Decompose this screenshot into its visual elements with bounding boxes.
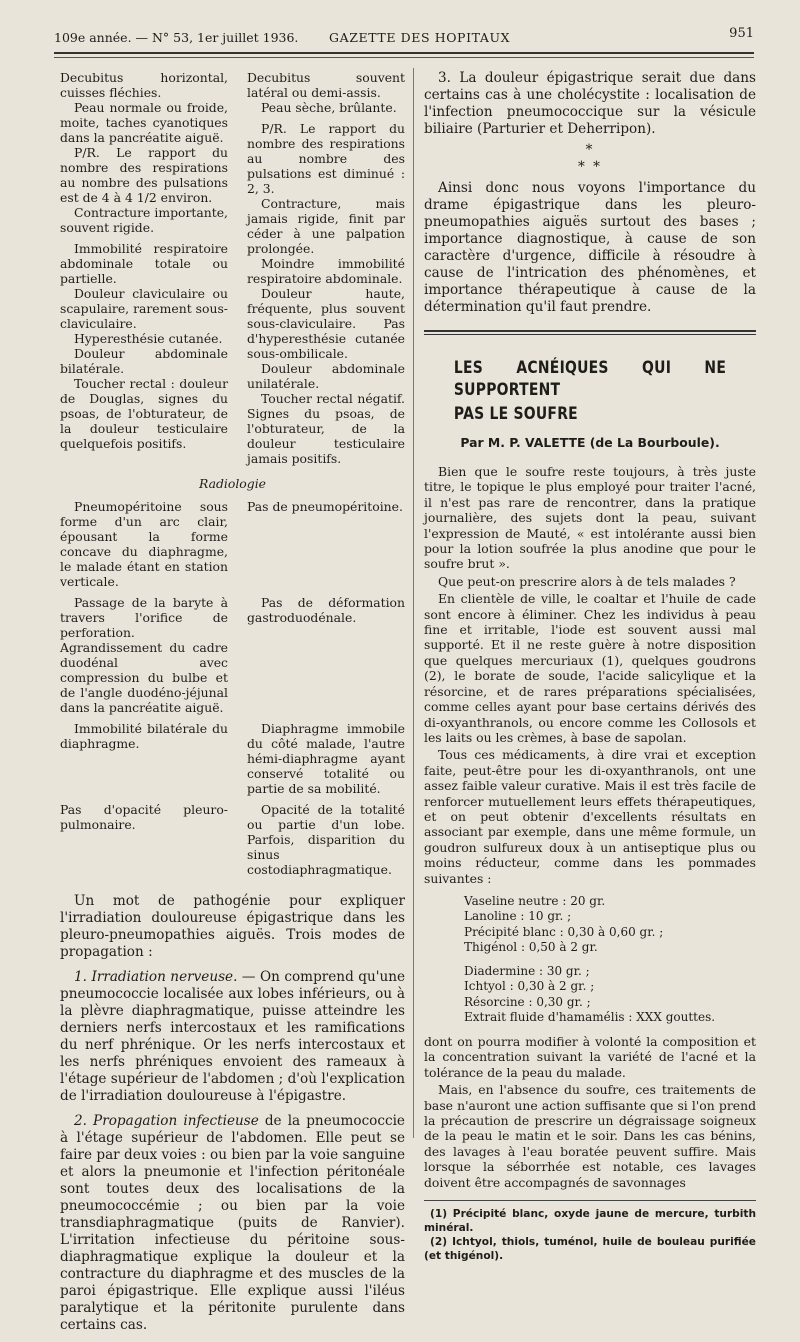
- formula-line: Lanoline : 10 gr. ;: [464, 909, 572, 924]
- left-column: [60, 70, 405, 1342]
- formula-line: Résorcine : 0,30 gr. ;: [464, 994, 591, 1009]
- header-rule: [54, 52, 754, 54]
- clinical-a-item: Peau normale ou froide, moite, taches cyanotiques dans la pancréatite aiguë.: [60, 100, 228, 145]
- header-rule-thin: [54, 57, 754, 58]
- conclusion-paragraph: Ainsi donc nous voyons l'importance du drame épigastrique dans les pleuro-pneumopathies aiguës surtout des bases ; importance diagnostique, à cause de son caractère d'urgence, difficile à résoudre à cause de l'intrication des phénomènes, et importance thérapeutique à cause de la détermination qu'il faut prendre.: [424, 180, 756, 315]
- body-paragraph: En clientèle de ville, le coaltar et l'huile de cade sont encore à éliminer. Chez les individus à peau fine et irritable, l'iode est souvent aussi mal supporté. Et il ne reste guère à notre disposition que quelques mercuriaux (1), quelques goudrons (2), le borate de soude, l'acide salicylique et la résorcine, et de rares préparations spécialisées, comme celles ayant pour base certains dérivés des di-oxyanthranols, ou encore comme les Collosols et les laits ou les crèmes, à base de sapolan.: [424, 591, 756, 745]
- clinical-comparison: [60, 70, 405, 466]
- clinical-col-a: [60, 70, 228, 466]
- clinical-a-item: Hyperesthésie cutanée.: [74, 331, 223, 346]
- clinical-b-item: Peau sèche, brûlante.: [261, 100, 397, 115]
- clinical-col-b: [247, 70, 405, 466]
- radio-cell-b: Pas de déformation gastroduodénale.: [247, 595, 405, 625]
- page-number: 951: [729, 26, 754, 41]
- radio-cell-a: Pneumopéritoine sous forme d'un arc clair, épousant la forme concave du diaphragme, le malade étant en station verticale.: [60, 499, 228, 589]
- clinical-a-item: P/R. Le rapport du nombre des respirations au nombre des pulsations est de 4 à 4 1/2 environ.: [60, 145, 228, 205]
- column-divider: [413, 68, 414, 1138]
- clinical-a-item: Douleur abdominale bilatérale.: [60, 346, 228, 376]
- footnote-2: (2) Ichtyol, thiols, tuménol, huile de bouleau purifiée (et thigénol).: [424, 1236, 756, 1263]
- article-separator-rule: [424, 330, 756, 335]
- formula-line: Ichtyol : 0,30 à 2 gr. ;: [464, 979, 595, 994]
- right-column: [424, 70, 756, 1263]
- formula-line: Précipité blanc : 0,30 à 0,60 gr. ;: [464, 924, 664, 939]
- radio-cell-a: Passage de la baryte à travers l'orifice de perforation. Agrandissement du cadre duodénal avec compression du bulbe et de l'angle duodéno-jéjunal dans la pancréatite aiguë.: [60, 595, 228, 715]
- clinical-b-item: Toucher rectal négatif. Signes du psoas, de l'obturateur, de la douleur testiculaire jamais positifs.: [247, 391, 405, 466]
- body-paragraph: Que peut-on prescrire alors à de tels malades ?: [438, 573, 736, 589]
- pathogenie-section: [60, 893, 405, 1334]
- formula-1: [464, 894, 756, 956]
- running-header: [54, 26, 754, 48]
- clinical-b-item: Moindre immobilité respiratoire abdominale.: [247, 256, 405, 286]
- clinical-a-item: Immobilité respiratoire abdominale totale ou partielle.: [60, 241, 228, 286]
- radio-row: [60, 595, 405, 715]
- formula-line: Thigénol : 0,50 à 2 gr.: [464, 940, 598, 955]
- clinical-a-item: Decubitus horizontal, cuisses fléchies.: [60, 70, 228, 100]
- footnotes: [424, 1207, 756, 1263]
- article-body: [424, 464, 756, 1190]
- footnote-1: (1) Précipité blanc, oxyde jaune de mercure, turbith minéral.: [424, 1208, 756, 1235]
- radio-cell-a: Pas d'opacité pleuro-pulmonaire.: [60, 802, 228, 832]
- body-paragraph: Tous ces médicaments, à dire vrai et exception faite, peut-être pour les di-oxyanthranols, ont une assez faible valeur curative. Mais il est très facile de renforcer mutuellement leurs effets thérapeutiques, et on peut obtenir d'excellents résultats en associant par exemple, dans une même formule, un goudron sulfureux doux à un antiseptique plus ou moins réducteur, comme dans les pommades suivantes :: [424, 747, 756, 886]
- body-paragraph: dont on pourra modifier à volonté la composition et la concentration suivant la variété de l'acné et la tolérance de la peau du malade.: [424, 1033, 756, 1080]
- formula-line: Extrait fluide d'hamamélis : XXX gouttes.: [464, 1010, 716, 1025]
- radio-row: [60, 721, 405, 796]
- pathogenie-continued: [424, 70, 756, 316]
- mode-1-paragraph: [60, 969, 405, 1105]
- radio-cell-b: Pas de pneumopéritoine.: [247, 499, 403, 514]
- clinical-b-item: Contracture, mais jamais rigide, finit par céder à une palpation prolongée.: [247, 196, 405, 256]
- issue-info: 109e année. — N° 53, 1er juillet 1936.: [54, 30, 299, 45]
- journal-title: GAZETTE DES HOPITAUX: [329, 30, 511, 45]
- formula-line: Vaseline neutre : 20 gr.: [464, 893, 606, 908]
- article-byline: Par M. P. VALETTE (de La Bourboule).: [460, 435, 720, 450]
- clinical-a-item: Toucher rectal : douleur de Douglas, signes du psoas, de l'obturateur, de la douleur testiculaire quelquefois positifs.: [60, 376, 228, 451]
- mode-1-label: 1. Irradiation nerveuse.: [74, 969, 238, 985]
- clinical-a-item: Douleur claviculaire ou scapulaire, rarement sous-claviculaire.: [60, 286, 228, 331]
- mode-1-text: — On comprend qu'une pneumococcie localisée aux lobes inférieurs, ou à la plèvre diaphragmatique, puisse atteindre les derniers nerfs intercostaux et les ramifications du nerf phrénique. Or les nerfs intercostaux et les nerfs phréniques envoient des rameaux à l'étage supérieur de l'abdomen ; d'où l'explication de l'irradiation douloureuse à l'épigastre.: [60, 969, 405, 1104]
- formula-line: Diadermine : 30 gr. ;: [464, 963, 590, 978]
- clinical-a-item: Contracture importante, souvent rigide.: [60, 205, 228, 235]
- mode-2-paragraph: [60, 1113, 405, 1334]
- footnote-rule: [424, 1200, 756, 1201]
- body-paragraph: Bien que le soufre reste toujours, à très juste titre, le topique le plus employé pour traiter l'acné, il n'est pas rare de rencontrer, dans la pratique journalière, des sujets dont la peau, suivant l'expression de Mauté, « est intolérante aussi bien pour la lotion soufrée la plus anodine que pour le soufre brut ».: [424, 464, 756, 572]
- formula-2: [464, 964, 756, 1026]
- radio-cell-a: Immobilité bilatérale du diaphragme.: [60, 721, 228, 751]
- section-separator: * * *: [578, 142, 602, 175]
- clinical-b-item: Douleur haute, fréquente, plus souvent sous-claviculaire. Pas d'hyperesthésie cutanée sous-ombilicale.: [247, 286, 405, 361]
- article-title-line-2: PAS LE SOUFRE: [453, 404, 578, 424]
- clinical-b-item: P/R. Le rapport du nombre des respirations au nombre des pulsations est diminué : 2, 3.: [247, 121, 405, 196]
- article-title-line-1: LES ACNÉIQUES QUI NE SUPPORTENT: [453, 358, 727, 400]
- radiologie-heading: Radiologie: [198, 476, 266, 491]
- radio-row: [60, 499, 405, 589]
- clinical-b-item: Decubitus souvent latéral ou demi-assis.: [247, 70, 405, 100]
- radio-cell-b: Diaphragme immobile du côté malade, l'autre hémi-diaphragme ayant conservé totalité ou partie de sa mobilité.: [247, 721, 405, 796]
- clinical-b-item: Douleur abdominale unilatérale.: [247, 361, 405, 391]
- pathogenie-intro: Un mot de pathogénie pour expliquer l'irradiation douloureuse épigastrique dans les pleuro-pneumopathies aiguës. Trois modes de propagation :: [60, 893, 405, 960]
- radio-row: [60, 802, 405, 877]
- radio-cell-b: Opacité de la totalité ou partie d'un lobe. Parfois, disparition du sinus costodiaphragmatique.: [247, 802, 405, 877]
- mode-2-label: 2. Propagation infectieuse: [74, 1113, 259, 1129]
- mode-3-paragraph: 3. La douleur épigastrique serait due dans certains cas à une cholécystite : localisation de l'infection pneumococcique sur la vésicule biliaire (Parturier et Deherripon).: [424, 70, 756, 137]
- body-paragraph: Mais, en l'absence du soufre, ces traitements de base n'auront une action suffisante que si l'on prend la précaution de prescrire un dégraissage soigneux de la peau le matin et le soir. Dans les cas bénins, des lavages à l'eau boratée peuvent suffire. Mais lorsque la séborrhée est notable, ces lavages doivent être accompagnés de savonnages: [424, 1082, 756, 1190]
- mode-2-text: de la pneumococcie à l'étage supérieur de l'abdomen. Elle peut se faire par deux voies : ou bien par la voie sanguine et alors la pneumonie et l'infection péritonéale sont toutes deux des localisations de la pneumococcémie ; ou bien par la voie transdiaphragmatique (puits de Ranvier). L'irritation infectieuse du péritoine sous-diaphragmatique explique la douleur et la contracture du diaphragme et des muscles de la paroi épigastrique. Elle explique aussi l'iléus paralytique et la péritonite purulente dans certains cas.: [60, 1113, 405, 1333]
